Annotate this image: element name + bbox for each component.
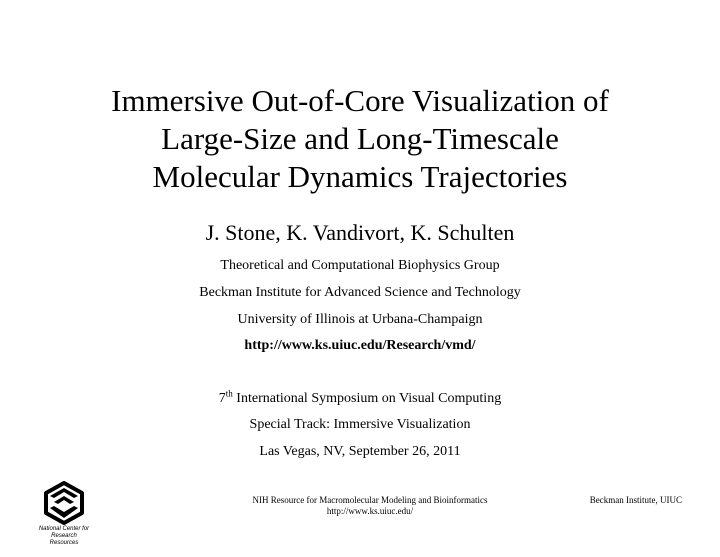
logo-caption [36,526,92,547]
slide-title [40,82,680,196]
authors: J. Stone, K. Vandivort, K. Schulten [205,220,515,245]
footer-url-link[interactable]: http://www.ks.uiuc.edu/ [326,506,414,516]
symposium-name: International Symposium on Visual Computing [232,391,502,406]
title-line-2: Large-Size and Long-Timescale [161,121,559,156]
footer-resource: NIH Resource for Macromolecular Modeling and Bioinformatics [252,495,488,505]
affiliation-university: University of Illinois at Urbana-Champaign [237,312,483,327]
title-line-1: Immersive Out-of-Core Visualization of [111,83,609,118]
ncrr-logo [36,478,92,544]
ncrr-logo-icon [36,478,92,526]
footer-center [225,495,515,517]
logo-text-line-2: Research Resources [49,533,79,546]
title-line-3: Molecular Dynamics Trajectories [152,159,568,194]
footer-right: Beckman Institute, UIUC [589,495,682,505]
affiliation-institute: Beckman Institute for Advanced Science and Technology [199,285,521,300]
ordinal-number: 7 [218,391,226,406]
project-url-link[interactable]: http://www.ks.uiuc.edu/Research/vmd/ [244,338,476,353]
ordinal-suffix: th [225,388,233,399]
special-track: Special Track: Immersive Visualization [249,417,471,432]
affiliation-group: Theoretical and Computational Biophysics Group [220,258,500,273]
logo-text-line-1: National Center for [38,526,90,532]
location-date: Las Vegas, NV, September 26, 2011 [259,444,461,459]
symposium-line [0,390,720,408]
